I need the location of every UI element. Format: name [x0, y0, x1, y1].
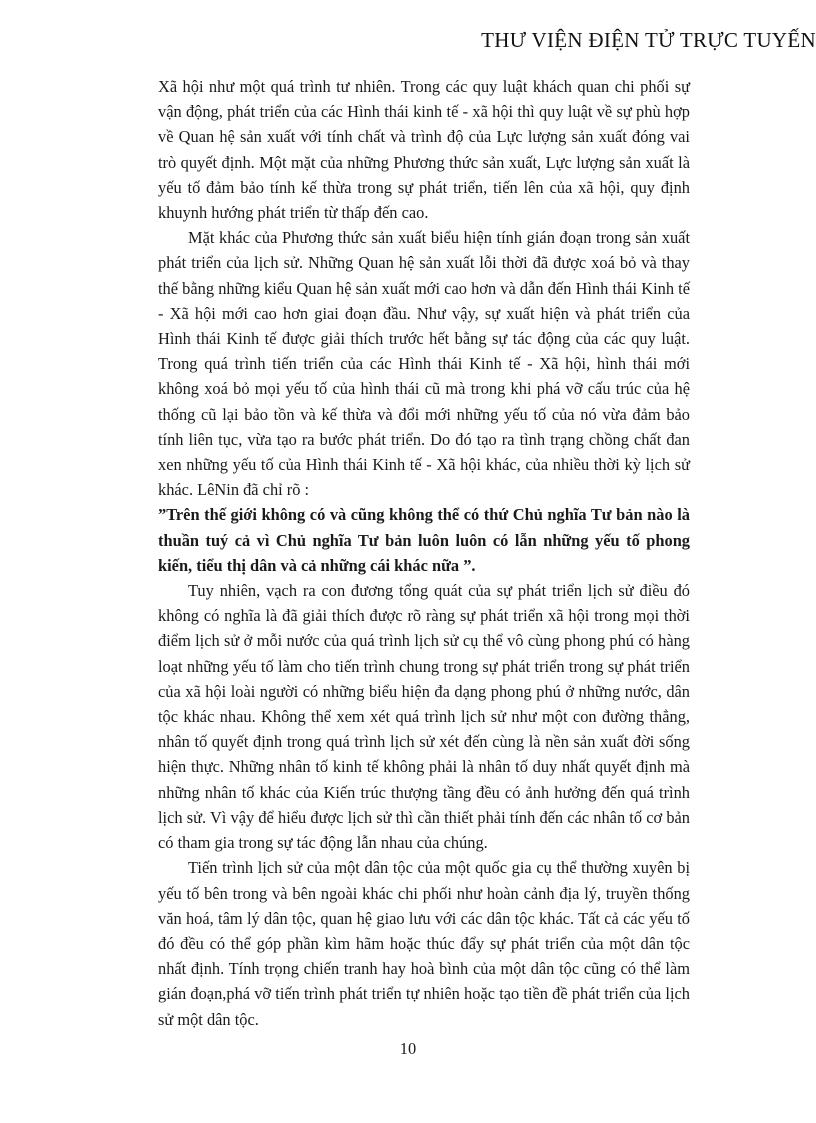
paragraph-2: Mặt khác của Phương thức sản xuất biểu hiện tính gián đoạn trong sản xuất phát triển của lịch sử. Những Quan hệ sản xuất lỗi thời đã được xoá bỏ và thay thế bằng những kiểu Quan hệ sản xuất mới cao hơn và dẫn đến Hình thái Kinh tế - Xã hội mới cao hơn giai đoạn đầu. Như vậy, sự xuất hiện và phát triển của Hình thái Kinh tế được giải thích trước hết bằng sự tác động của các quy luật. Trong quá trình tiến triển của các Hình thái Kinh tế - Xã hội, hình thái mới không xoá bỏ mọi yếu tố của hình thái cũ mà trong khi phá vỡ cấu trúc của hệ thống cũ lại bảo tồn và kế thừa và đổi mới những yếu tố của nó vừa đảm bảo tính liên tục, vừa tạo ra bước phát triển. Do đó tạo ra tình trạng chồng chất đan xen những yếu tố của Hình thái Kinh tế - Xã hội khác, của nhiều thời kỳ lịch sử khác. LêNin đã chỉ rõ :	[158, 228, 690, 500]
document-body	[158, 74, 690, 1032]
page-header-title: THƯ VIỆN ĐIỆN TỬ TRỰC TUYẾN	[481, 28, 816, 52]
page-number: 10	[399, 1039, 417, 1058]
paragraph-1: Xã hội như một quá trình tư nhiên. Trong các quy luật khách quan chi phối sự vận động, phát triển của các Hình thái kinh tế - xã hội thì quy luật về sự phù hợp về Quan hệ sản xuất với tính chất và trình độ của Lực lượng sản xuất đóng vai trò quyết định. Một mặt của những Phương thức sản xuất, Lực lượng sản xuất là yếu tố đảm bảo tính kế thừa trong sự phát triển, tiến lên của xã hội, quy định khuynh hướng phát triển từ thấp đến cao.	[158, 77, 690, 223]
lenin-quote: ”Trên thế giới không có và cũng không thể có thứ Chủ nghĩa Tư bản nào là thuần tuý cả vì Chủ nghĩa Tư bản luôn luôn có lẫn những yếu tố phong kiến, tiểu thị dân và cả những cái khác nữa ”.	[158, 505, 690, 575]
paragraph-3: Tuy nhiên, vạch ra con đương tổng quát của sự phát triển lịch sử điều đó không có nghĩa là đã giải thích được rõ ràng sự phát triển xã hội trong mọi thời điểm lịch sử ở mỗi nước của quá trình lịch sử cụ thể vô cùng phong phú có hàng loạt những yếu tố làm cho tiến trình chung trong sự phát triển trong sự phát triển của xã hội loài người có những biểu hiện đa dạng phong phú ở những nước, dân tộc khác nhau. Không thể xem xét quá trình lịch sử như một con đường thẳng, nhân tố quyết định trong quá trình lịch sử xét đến cùng là nền sản xuất đời sống hiện thực. Những nhân tố kinh tế không phải là nhân tố duy nhất quyết định mà những nhân tố khác của Kiến trúc thượng tầng đều có ảnh hưởng đến quá trình lịch sử. Vì vậy để hiểu được lịch sử thì cần thiết phải tính đến các nhân tố cơ bản có tham gia trong sự tác động lẫn nhau của chúng.	[158, 581, 690, 853]
paragraph-4: Tiến trình lịch sử của một dân tộc của một quốc gia cụ thể thường xuyên bị yếu tố bên trong và bên ngoài khác chi phối như hoàn cảnh địa lý, truyền thống văn hoá, tâm lý dân tộc, quan hệ giao lưu với các dân tộc khác. Tất cả các yếu tố đó đều có thể góp phần kìm hãm hoặc thúc đẩy sự phát triển của một dân tộc nhất định. Tính trọng chiến tranh hay hoà bình của một dân tộc cũng có thể làm gián đoạn,phá vỡ tiến trình phát triển tự nhiên hoặc tạo tiền đề phát triển của lịch sử một dân tộc.	[158, 858, 690, 1029]
